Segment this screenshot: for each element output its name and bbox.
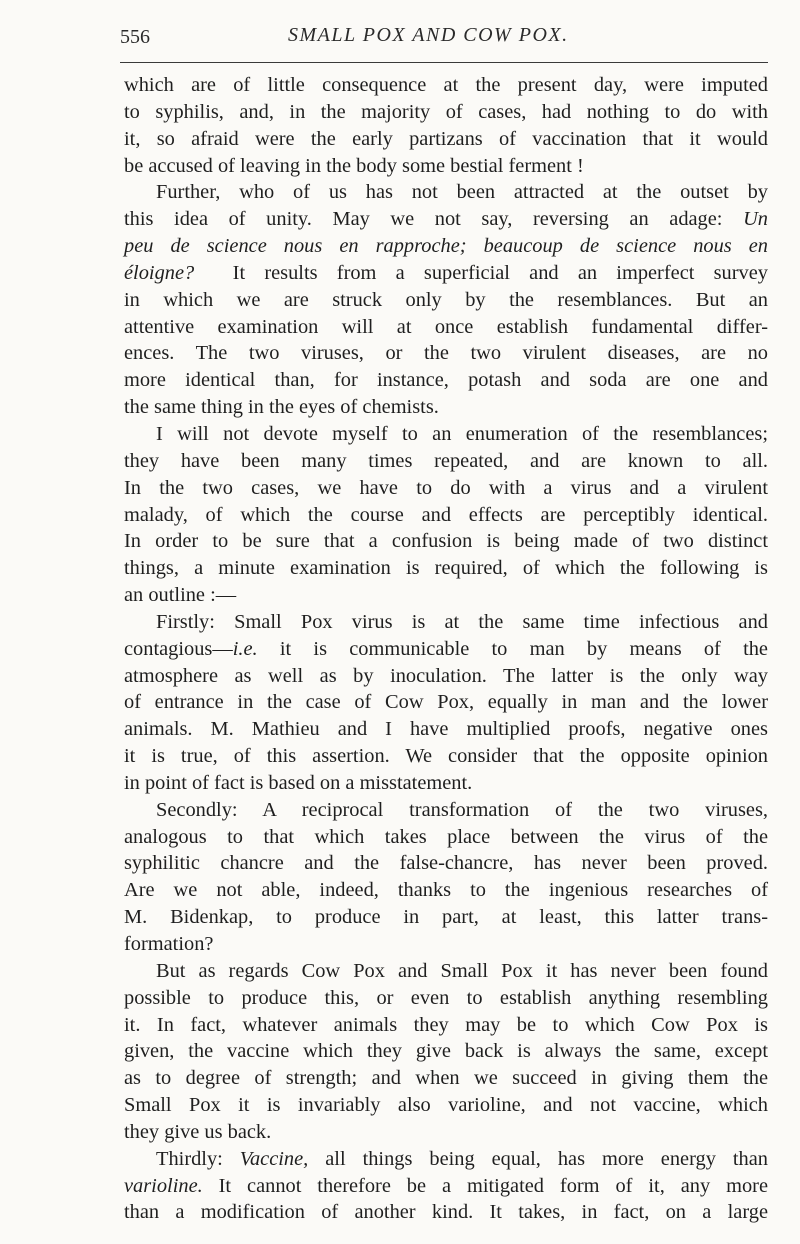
body-text: [124, 72, 768, 1226]
text-line: Firstly: Small Pox virus is at the same time infectious and: [156, 610, 768, 633]
paragraph-4: [124, 609, 768, 797]
text-line: in which we are struck only by the resemblances. But an: [124, 288, 768, 311]
text-line: they have been many times repeated, and are known to all.: [124, 449, 768, 472]
text-line: be accused of leaving in the body some bestial ferment !: [124, 154, 584, 177]
text-line: ences. The two viruses, or the two virulent diseases, are no: [124, 342, 768, 365]
text-line: possible to produce this, or even to establish anything resembling: [124, 986, 768, 1009]
text-line: analogous to that which takes place between the virus of the: [124, 825, 768, 848]
text-line: formation?: [124, 933, 214, 955]
text-line: this idea of unity. May we not say, reversing an adage: Un: [124, 208, 768, 231]
text-line: varioline. It cannot therefore be a mitigated form of it, any more: [124, 1174, 768, 1197]
text-line: I will not devote myself to an enumeration of the resemblances;: [156, 422, 768, 445]
text-line: In the two cases, we have to do with a virus and a virulent: [124, 476, 768, 499]
text-line: it is true, of this assertion. We consider that the opposite opinion: [124, 745, 768, 768]
text-line: contagious—i.e. it is communicable to man by means of the: [124, 637, 768, 660]
text-line: In order to be sure that a confusion is being made of two distinct: [124, 530, 768, 553]
paragraph-2: [124, 179, 768, 421]
paragraph-7: [124, 1146, 768, 1227]
text-line: an outline :—: [124, 584, 237, 607]
text-line: atmosphere as well as by inoculation. The latter is the only way: [124, 664, 768, 687]
paragraph-1: [124, 72, 768, 179]
text-line: éloigne? It results from a superficial and an imperfect survey: [124, 261, 768, 284]
text-line: which are of little consequence at the present day, were imputed: [124, 74, 768, 96]
text-line: given, the vaccine which they give back is always the same, except: [124, 1040, 768, 1063]
text-line: Are we not able, indeed, thanks to the ingenious researches of: [124, 879, 768, 902]
text-line: they give us back.: [124, 1120, 272, 1143]
text-line: of entrance in the case of Cow Pox, equally in man and the lower: [124, 691, 768, 714]
text-line: Secondly: A reciprocal transformation of the two viruses,: [156, 798, 768, 821]
text-line: things, a minute examination is required, of which the following is: [124, 557, 768, 580]
paragraph-6: [124, 958, 768, 1146]
text-line: more identical than, for instance, potash and soda are one and: [124, 369, 768, 392]
text-line: Thirdly: Vaccine, all things being equal, has more energy than: [156, 1147, 768, 1170]
paragraph-5: [124, 797, 768, 958]
text-line: syphilitic chancre and the false-chancre, has never been proved.: [124, 852, 768, 875]
text-line: M. Bidenkap, to produce in part, at least, this latter trans-: [124, 906, 768, 929]
text-line: But as regards Cow Pox and Small Pox it has never been found: [156, 959, 768, 982]
text-line: in point of fact is based on a misstatement.: [124, 771, 473, 794]
text-line: to syphilis, and, in the majority of cases, had nothing to do with: [124, 100, 768, 123]
text-line: malady, of which the course and effects are perceptibly identical.: [124, 503, 768, 526]
text-line: the same thing in the eyes of chemists.: [124, 396, 439, 419]
text-line: it. In fact, whatever animals they may be to which Cow Pox is: [124, 1013, 768, 1036]
page-number: 556: [120, 26, 150, 48]
paragraph-3: [124, 421, 768, 609]
running-title: SMALL POX AND COW POX.: [288, 24, 569, 46]
text-line: it, so afraid were the early partizans of vaccination that it would: [124, 127, 768, 150]
header-rule: [120, 62, 768, 63]
page-header: [120, 22, 765, 62]
text-line: than a modification of another kind. It takes, in fact, on a large: [124, 1201, 768, 1224]
text-line: animals. M. Mathieu and I have multiplied proofs, negative ones: [124, 718, 768, 741]
text-line: Small Pox it is invariably also varioline, and not vaccine, which: [124, 1094, 768, 1117]
text-line: peu de science nous en rapproche; beaucoup de science nous en: [124, 235, 768, 258]
text-line: Further, who of us has not been attracted at the outset by: [156, 181, 768, 204]
text-line: as to degree of strength; and when we succeed in giving them the: [124, 1067, 768, 1090]
text-line: attentive examination will at once establish fundamental differ-: [124, 315, 768, 338]
